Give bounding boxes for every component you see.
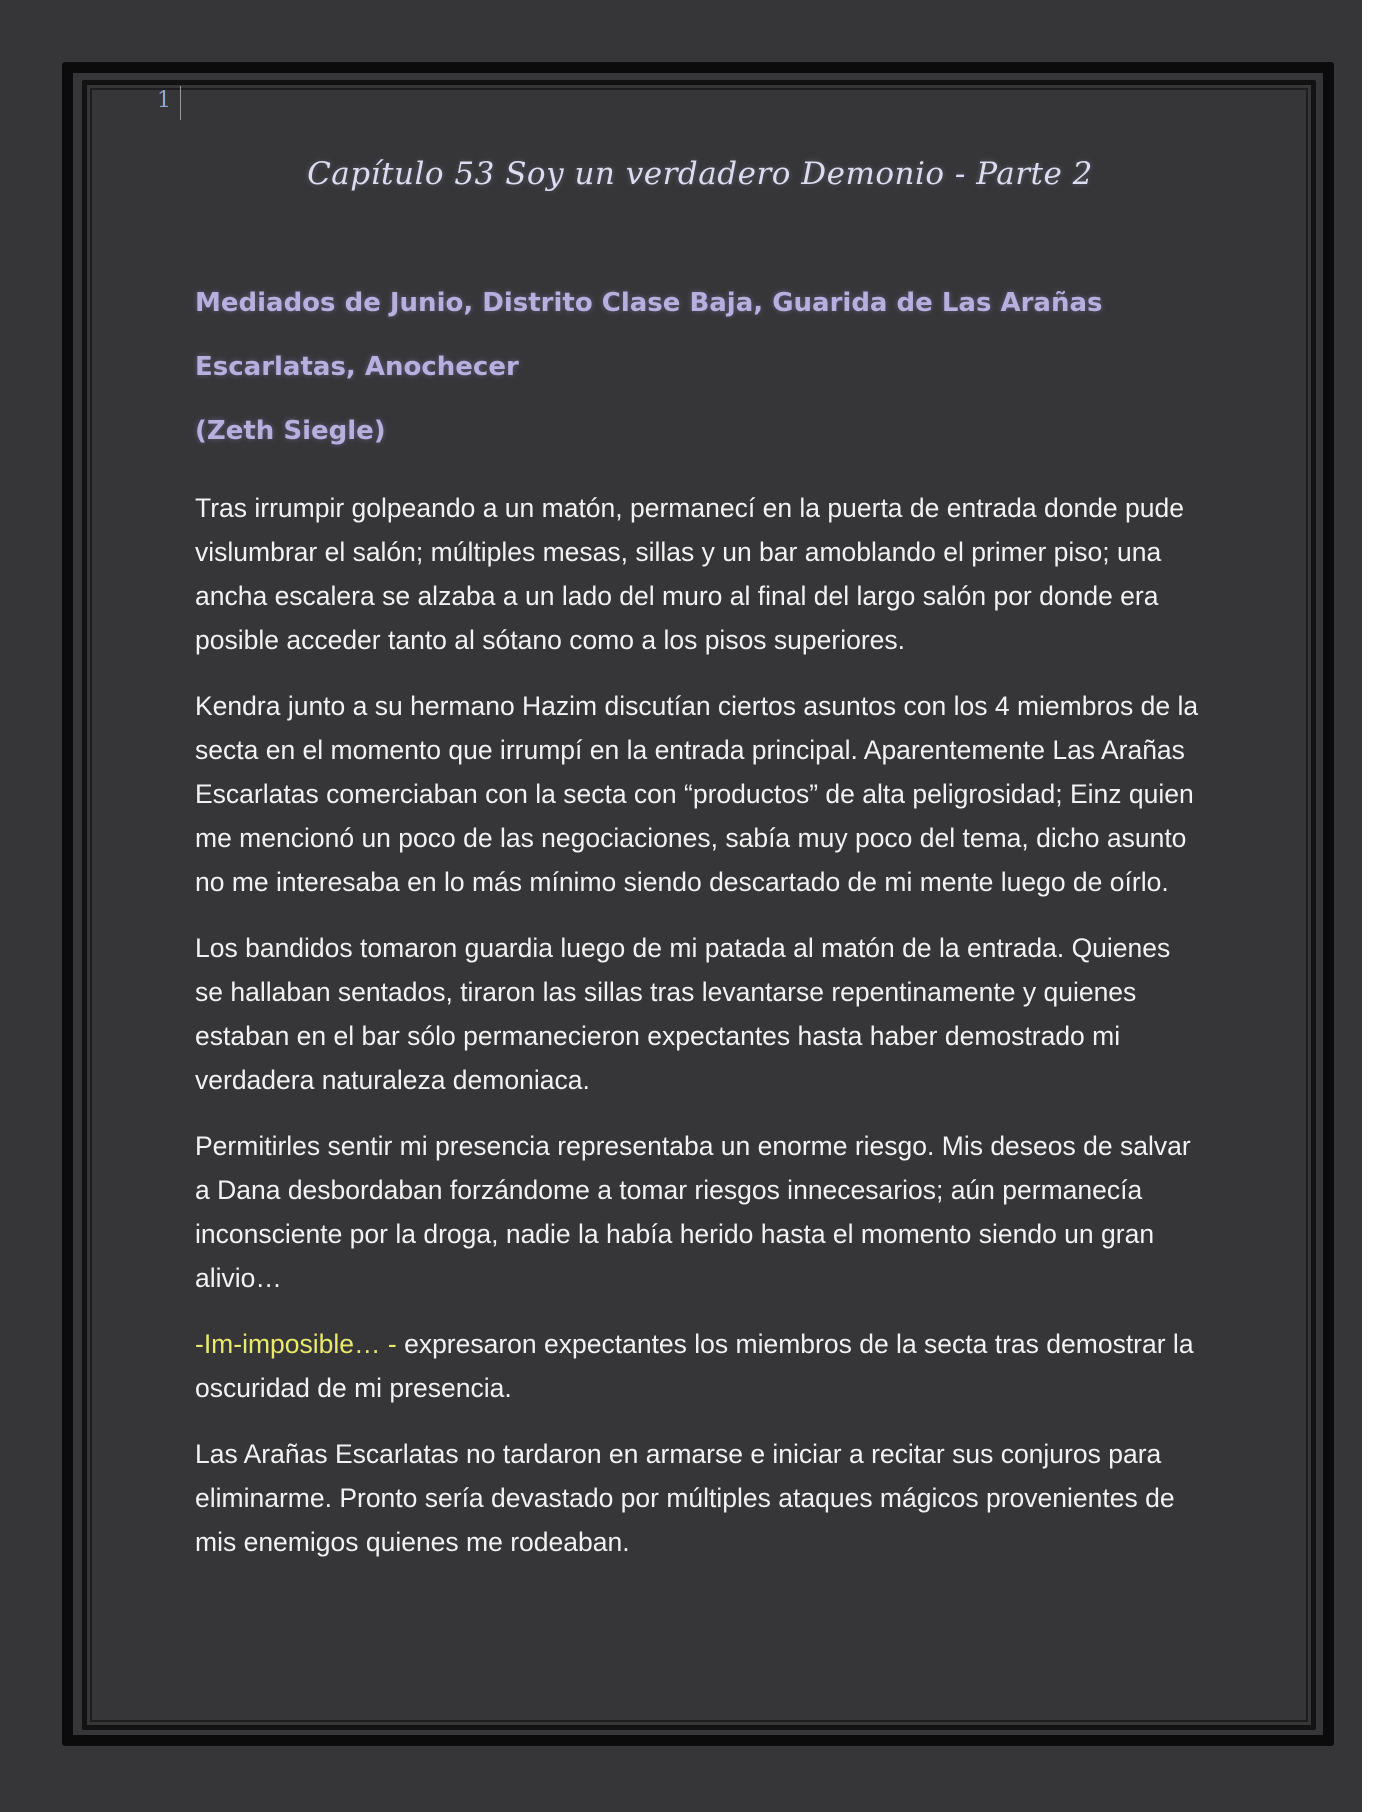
dialogue-narration: expresaron expectantes los miembros de la secta tras demostrar la oscuridad de mi presencia. (195, 1329, 1194, 1403)
paragraph: Las Arañas Escarlatas no tardaron en armarse e iniciar a recitar sus conjuros para eliminarme. Pronto sería devastado por múltiples ataques mágicos provenientes de mis enemigos quienes me rodeaban. (195, 1439, 1175, 1557)
scene-header-line: (Zeth Siegle) (195, 416, 386, 446)
paragraph: Tras irrumpir golpeando a un matón, permanecí en la puerta de entrada donde pude vislumbrar el salón; múltiples mesas, sillas y un bar amoblando el primer piso; una ancha escalera se alzaba a un lado del muro al final del largo salón por donde era posible acceder tanto al sótano como a los pisos superiores. (195, 493, 1184, 655)
scene-header-line: Mediados de Junio, Distrito Clase Baja, Guarida de Las Arañas (195, 288, 1103, 318)
chapter-body (195, 486, 1205, 1586)
paragraph: Permitirles sentir mi presencia representaba un enorme riesgo. Mis deseos de salvar a Dana desbordaban forzándome a tomar riesgos innecesarios; aún permanecía inconsciente por la droga, nadie la había herido hasta el momento siendo un gran alivio… (195, 1131, 1191, 1293)
paragraph: Kendra junto a su hermano Hazim discutían ciertos asuntos con los 4 miembros de la secta en el momento que irrumpí en la entrada principal. Aparentemente Las Arañas Escarlatas comerciaban con la secta con “productos” de alta peligrosidad; Einz quien me mencionó un poco de las negociaciones, sabía muy poco del tema, dicho asunto no me interesaba en lo más mínimo siendo descartado de mi mente luego de oírlo. (195, 691, 1199, 897)
paragraph: Los bandidos tomaron guardia luego de mi patada al matón de la entrada. Quienes se hallaban sentados, tiraron las sillas tras levantarse repentinamente y quienes estaban en el bar sólo permanecieron expectantes hasta haber demostrado mi verdadera naturaleza demoniaca. (195, 933, 1171, 1095)
dialogue-paragraph (195, 1322, 1205, 1410)
page-number: 1 (148, 86, 181, 120)
dialogue-quote: -Im-imposible… - (195, 1329, 397, 1359)
scene-header-line: Escarlatas, Anochecer (195, 352, 519, 382)
scene-header (195, 280, 1215, 472)
page-edge (1362, 0, 1400, 1812)
chapter-title: Capítulo 53 Soy un verdadero Demonio - Parte 2 (307, 156, 1093, 192)
